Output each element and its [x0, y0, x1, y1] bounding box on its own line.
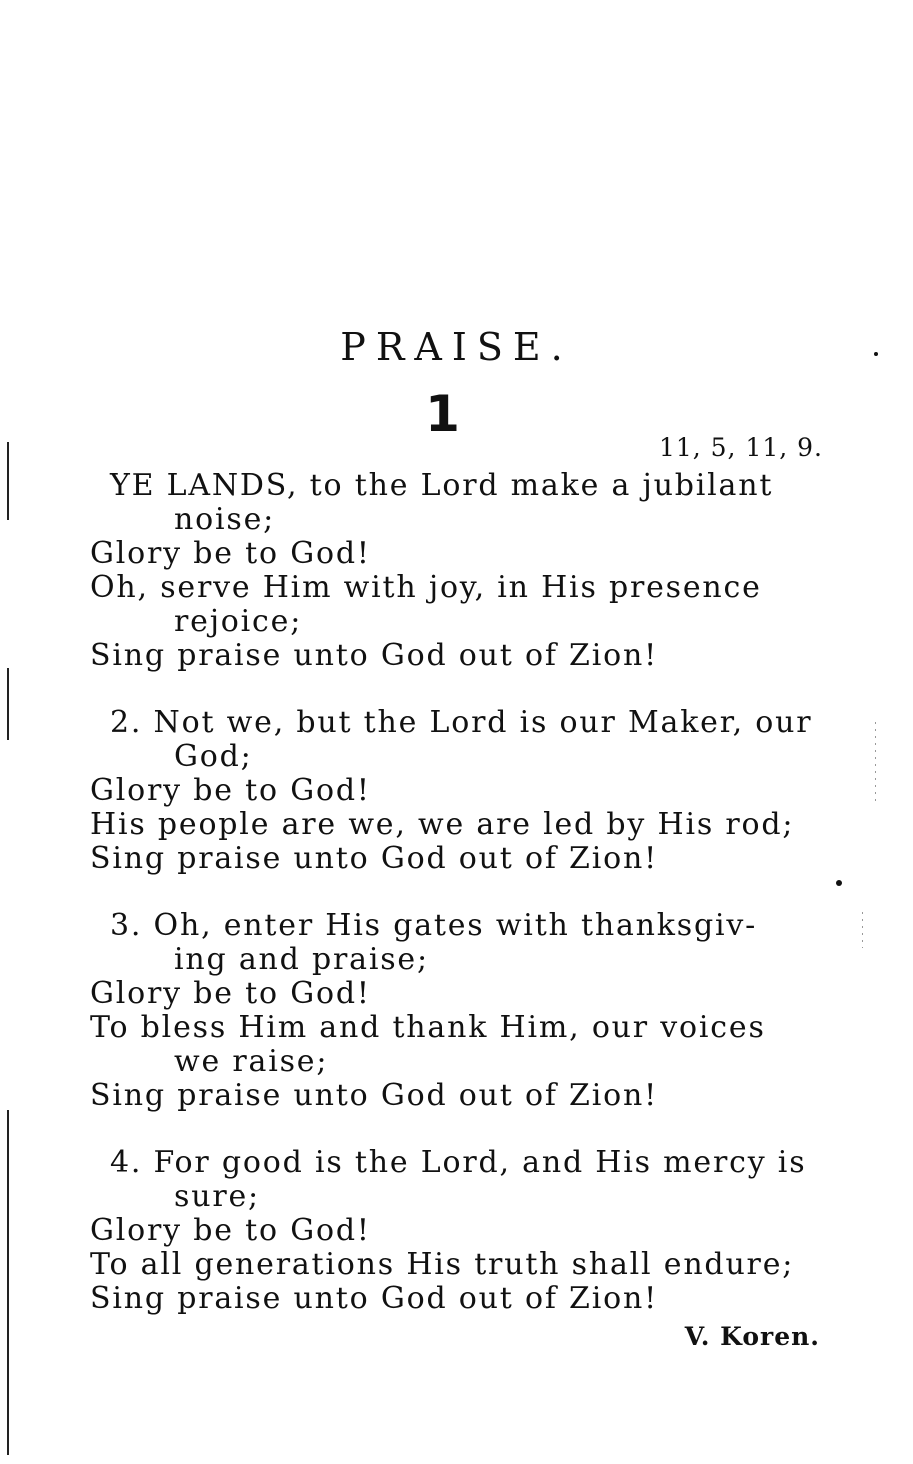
stanza-3	[90, 909, 830, 1113]
verse-line: 2. Not we, but the Lord is our Maker, our	[110, 705, 813, 740]
verse-line: sure;	[174, 1179, 260, 1214]
verse-line: ing and praise;	[174, 942, 429, 977]
scan-edge-line-top	[7, 442, 9, 520]
verse-line: we raise;	[174, 1044, 329, 1079]
verse-line: God;	[174, 739, 253, 774]
stanza-2	[90, 706, 830, 876]
verse-line: Sing praise unto God out of Zion!	[90, 1078, 658, 1113]
verse-line: Glory be to God!	[90, 1213, 371, 1248]
verse-line: Oh, serve Him with joy, in His presence	[90, 570, 762, 605]
verse-line: Glory be to God!	[90, 773, 371, 808]
hymn-author: V. Koren.	[684, 1322, 820, 1351]
stanza-4	[90, 1146, 830, 1316]
verse-line: To all generations His truth shall endure;	[90, 1247, 795, 1282]
scan-faint-mark	[862, 912, 863, 948]
hymn-meter: 11, 5, 11, 9.	[658, 433, 823, 462]
verse-line: YE LANDS, to the Lord make a jubilant	[110, 468, 774, 503]
verse-line: 3. Oh, enter His gates with thanksgiv-	[110, 908, 758, 943]
scan-edge-line-mid	[7, 668, 9, 740]
scan-speck	[836, 880, 842, 886]
verse-line: Sing praise unto God out of Zion!	[90, 841, 658, 876]
section-title: PRAISE.	[340, 325, 573, 370]
verse-line: Glory be to God!	[90, 976, 371, 1011]
scan-edge-line-bottom	[7, 1110, 9, 1455]
scan-faint-mark	[875, 722, 876, 802]
verse-line: Sing praise unto God out of Zion!	[90, 1281, 658, 1316]
verse-line: Glory be to God!	[90, 536, 371, 571]
stanza-1	[90, 469, 830, 673]
verse-line: Sing praise unto God out of Zion!	[90, 638, 658, 673]
verse-line: His people are we, we are led by His rod;	[90, 807, 795, 842]
verse-line: noise;	[174, 502, 276, 537]
verse-line: rejoice;	[174, 604, 303, 639]
verse-line: To bless Him and thank Him, our voices	[90, 1010, 766, 1045]
hymn-number: 1	[425, 385, 460, 443]
verse-line: 4. For good is the Lord, and His mercy is	[110, 1145, 807, 1180]
